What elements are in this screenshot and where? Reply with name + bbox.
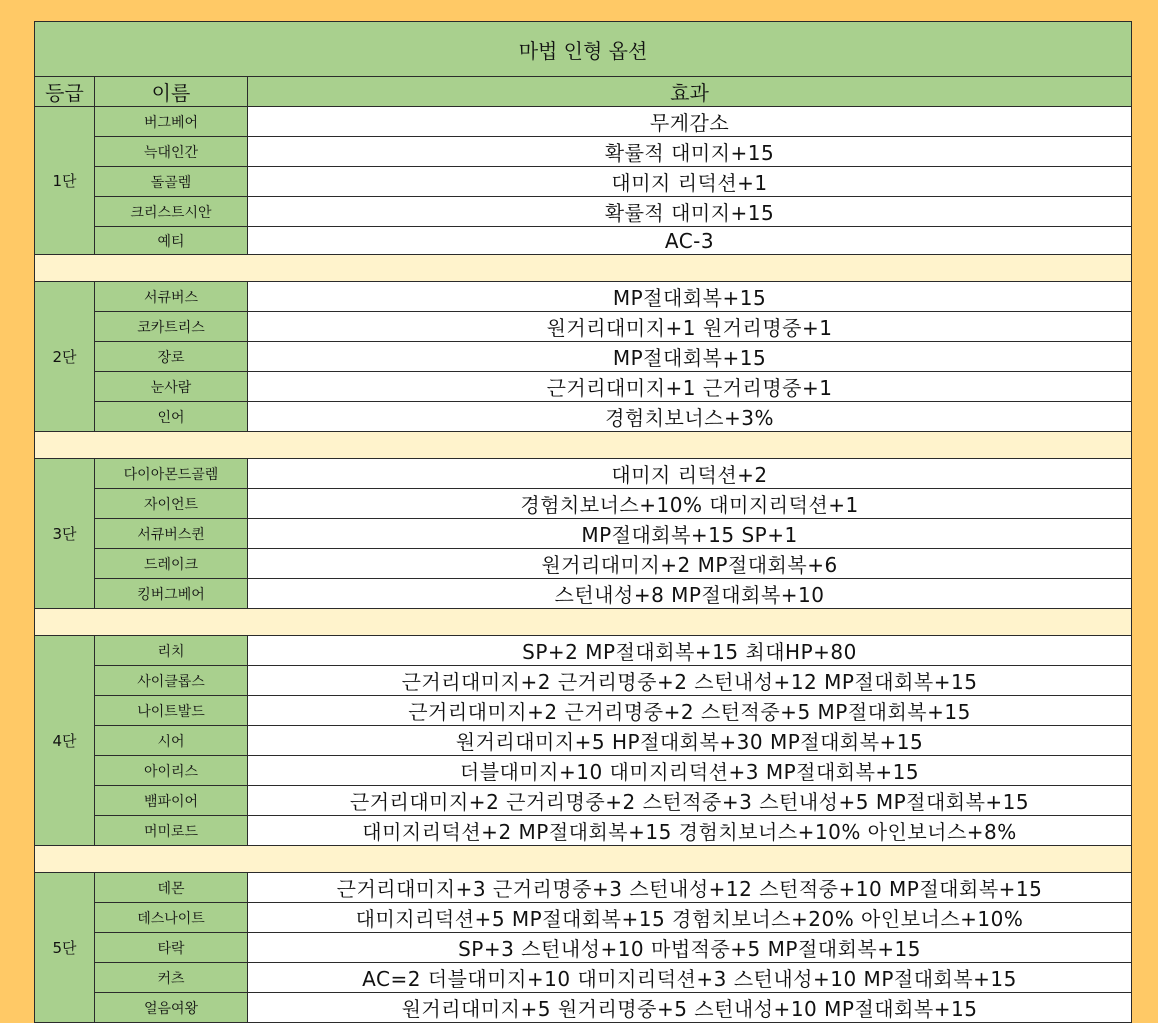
table-row <box>35 903 1132 933</box>
doll-name-cell: 예티 <box>95 227 248 255</box>
table-row <box>35 696 1132 726</box>
doll-name-cell: 킹버그베어 <box>95 579 248 609</box>
table-row <box>35 666 1132 696</box>
doll-name-cell: 데스나이트 <box>95 903 248 933</box>
doll-options-table <box>34 21 1132 1023</box>
doll-name-cell: 인어 <box>95 402 248 432</box>
group-spacer <box>35 255 1132 282</box>
table-row <box>35 137 1132 167</box>
effect-cell: 대미지리덕션+2 MP절대회복+15 경험치보너스+10% 아인보너스+8% <box>248 816 1132 846</box>
doll-options-sheet <box>34 21 1131 1023</box>
doll-name-cell: 서큐버스퀸 <box>95 519 248 549</box>
table-row <box>35 786 1132 816</box>
header-grade: 등급 <box>35 77 95 107</box>
doll-name-cell: 돌골렘 <box>95 167 248 197</box>
doll-name-cell: 드레이크 <box>95 549 248 579</box>
doll-name-cell: 타락 <box>95 933 248 963</box>
effect-cell: 경험치보너스+10% 대미지리덕션+1 <box>248 489 1132 519</box>
group-spacer <box>35 432 1132 459</box>
table-row <box>35 459 1132 489</box>
table-row <box>35 549 1132 579</box>
effect-cell: MP절대회복+15 <box>248 282 1132 312</box>
effect-cell: 대미지 리덕션+1 <box>248 167 1132 197</box>
doll-name-cell: 뱀파이어 <box>95 786 248 816</box>
doll-name-cell: 리치 <box>95 636 248 666</box>
doll-name-cell: 서큐버스 <box>95 282 248 312</box>
effect-cell: AC-3 <box>248 227 1132 255</box>
table-row <box>35 197 1132 227</box>
effect-cell: 확률적 대미지+15 <box>248 137 1132 167</box>
effect-cell: SP+3 스턴내성+10 마법적중+5 MP절대회복+15 <box>248 933 1132 963</box>
table-row <box>35 107 1132 137</box>
effect-cell: 원거리대미지+5 원거리명중+5 스턴내성+10 MP절대회복+15 <box>248 993 1132 1023</box>
doll-name-cell: 버그베어 <box>95 107 248 137</box>
effect-cell: 원거리대미지+5 HP절대회복+30 MP절대회복+15 <box>248 726 1132 756</box>
grade-cell: 2단 <box>35 282 95 432</box>
doll-name-cell: 장로 <box>95 342 248 372</box>
group-spacer <box>35 609 1132 636</box>
doll-name-cell: 데몬 <box>95 873 248 903</box>
table-row <box>35 963 1132 993</box>
doll-name-cell: 코카트리스 <box>95 312 248 342</box>
table-row <box>35 873 1132 903</box>
doll-name-cell: 시어 <box>95 726 248 756</box>
table-row <box>35 227 1132 255</box>
doll-name-cell: 사이클롭스 <box>95 666 248 696</box>
doll-name-cell: 커츠 <box>95 963 248 993</box>
effect-cell: 근거리대미지+1 근거리명중+1 <box>248 372 1132 402</box>
doll-name-cell: 얼음여왕 <box>95 993 248 1023</box>
doll-name-cell: 나이트발드 <box>95 696 248 726</box>
doll-name-cell: 다이아몬드골렘 <box>95 459 248 489</box>
effect-cell: AC=2 더블대미지+10 대미지리덕션+3 스턴내성+10 MP절대회복+15 <box>248 963 1132 993</box>
effect-cell: MP절대회복+15 SP+1 <box>248 519 1132 549</box>
effect-cell: 스턴내성+8 MP절대회복+10 <box>248 579 1132 609</box>
effect-cell: MP절대회복+15 <box>248 342 1132 372</box>
title-row <box>35 22 1132 77</box>
table-row <box>35 372 1132 402</box>
effect-cell: 근거리대미지+2 근거리명중+2 스턴적중+3 스턴내성+5 MP절대회복+15 <box>248 786 1132 816</box>
header-effect: 효과 <box>248 77 1132 107</box>
spacer-cell <box>35 255 1132 282</box>
effect-cell: 근거리대미지+3 근거리명중+3 스턴내성+12 스턴적중+10 MP절대회복+15 <box>248 873 1132 903</box>
table-row <box>35 993 1132 1023</box>
doll-name-cell: 아이리스 <box>95 756 248 786</box>
grade-cell: 5단 <box>35 873 95 1023</box>
effect-cell: 근거리대미지+2 근거리명중+2 스턴적중+5 MP절대회복+15 <box>248 696 1132 726</box>
effect-cell: 더블대미지+10 대미지리덕션+3 MP절대회복+15 <box>248 756 1132 786</box>
group-spacer <box>35 846 1132 873</box>
doll-name-cell: 눈사람 <box>95 372 248 402</box>
effect-cell: 원거리대미지+2 MP절대회복+6 <box>248 549 1132 579</box>
spacer-cell <box>35 432 1132 459</box>
table-title: 마법 인형 옵션 <box>35 22 1132 77</box>
effect-cell: 원거리대미지+1 원거리명중+1 <box>248 312 1132 342</box>
table-row <box>35 489 1132 519</box>
grade-cell: 3단 <box>35 459 95 609</box>
header-name: 이름 <box>95 77 248 107</box>
table-row <box>35 816 1132 846</box>
spacer-cell <box>35 609 1132 636</box>
doll-name-cell: 늑대인간 <box>95 137 248 167</box>
table-row <box>35 282 1132 312</box>
spacer-cell <box>35 846 1132 873</box>
doll-name-cell: 머미로드 <box>95 816 248 846</box>
effect-cell: 경험치보너스+3% <box>248 402 1132 432</box>
table-row <box>35 933 1132 963</box>
table-row <box>35 167 1132 197</box>
table-row <box>35 756 1132 786</box>
effect-cell: SP+2 MP절대회복+15 최대HP+80 <box>248 636 1132 666</box>
table-row <box>35 519 1132 549</box>
table-row <box>35 726 1132 756</box>
header-row <box>35 77 1132 107</box>
doll-name-cell: 자이언트 <box>95 489 248 519</box>
doll-name-cell: 크리스트시안 <box>95 197 248 227</box>
effect-cell: 확률적 대미지+15 <box>248 197 1132 227</box>
table-row <box>35 636 1132 666</box>
table-row <box>35 579 1132 609</box>
effect-cell: 대미지 리덕션+2 <box>248 459 1132 489</box>
effect-cell: 근거리대미지+2 근거리명중+2 스턴내성+12 MP절대회복+15 <box>248 666 1132 696</box>
grade-cell: 4단 <box>35 636 95 846</box>
effect-cell: 대미지리덕션+5 MP절대회복+15 경험치보너스+20% 아인보너스+10% <box>248 903 1132 933</box>
table-row <box>35 342 1132 372</box>
table-row <box>35 402 1132 432</box>
table-row <box>35 312 1132 342</box>
effect-cell: 무게감소 <box>248 107 1132 137</box>
grade-cell: 1단 <box>35 107 95 255</box>
